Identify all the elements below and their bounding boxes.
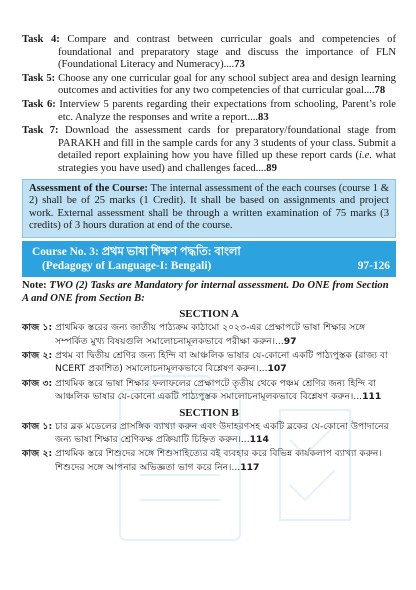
task-page: 73 [234, 59, 245, 71]
assessment-label: Assessment of the Course: [29, 182, 148, 194]
task-label: Task 6: [22, 98, 56, 110]
task-item [22, 99, 396, 124]
course-pages: 97-126 [357, 259, 390, 272]
course-title: Course No. 3: প্রথম ভাষা শিক্ষণ পদ্ধতি: বাংলা [32, 245, 241, 258]
task-page: 78 [374, 85, 386, 97]
task-text: Interview 5 parents regarding their expectations from schooling, Parent’s role etc. Analyze the responses and write a report.... [58, 98, 396, 123]
assessment-box [22, 179, 396, 238]
item-label: কাজ ২: [22, 349, 53, 361]
note [22, 280, 396, 305]
note-label: Note: [22, 279, 47, 291]
task-label: Task 4: [22, 34, 60, 45]
task-item [22, 73, 396, 98]
item-text: প্রথম বা দ্বিতীয় শ্রেণির জন্য হিন্দি বা আঞ্চলিক ভাষার যে-কোনো একটি পাঠ্যপুস্তক (রাজ্য বা NCERT প্রকাশিত) সমালোচনামূলকভাবে বিশ্লেষণ করুন।... [55, 349, 388, 375]
item-label: কাজ ১: [22, 420, 53, 432]
task-item [22, 125, 396, 175]
task-list [22, 34, 396, 176]
item-text: চার ব্লক মডেলের প্রাসঙ্গিক ব্যাখ্যা করুন এবং উদাহরণসহ একটি ব্লকের যে-কোনো উপাদানের জন্য ভাষা শিক্ষার শ্রেণিকক্ষ প্রক্রিয়াটি চিহ্নিত করুন।... [55, 420, 389, 445]
course-subtitle: (Pedagogy of Language-I: Bengali) [42, 259, 212, 272]
section-b-item [22, 447, 396, 474]
task-label: Task 7: [22, 125, 59, 137]
course-header [22, 241, 396, 277]
item-text: প্রাথমিক স্তরে শিশুদের সঙ্গে শিশুসাহিত্যের বই ব্যবহার করে বিভিন্ন কার্যকলাপ ব্যাখ্যা করুন। শিশুদের সঙ্গে আপনার অভিজ্ঞতা ভাগ করে নিন।... [55, 448, 382, 473]
section-b-heading: SECTION B [179, 406, 239, 419]
item-text: প্রাথমিক স্তরের জন্য জাতীয় পাঠ্যক্রম কাঠামো ২০২৩-এর প্রেক্ষাপটে ভাষা শিক্ষার সঙ্গে সম্পর্কিত মুখ্য বিষয়গুলি সমালোচনামূলকভাবে পরীক্ষা করুন।... [55, 322, 366, 347]
task-label: Task 5: [22, 72, 56, 84]
section-a-heading: SECTION A [179, 308, 239, 321]
task-text: Choose any one curricular goal for any school subject area and design learning outcomes and activities for any two competencies of that curricular goal.... [58, 72, 396, 97]
item-page: 117 [240, 461, 260, 473]
section-a-item [22, 321, 396, 348]
item-label: কাজ ৩: [22, 377, 53, 389]
item-label: কাজ ১: [22, 322, 53, 334]
item-page: 114 [249, 433, 269, 445]
item-text: প্রাথমিক স্তরে ভাষা শিক্ষার ফলাফলের প্রেক্ষাপটে তৃতীয় থেকে পঞ্চম শ্রেণির জন্য হিন্দি বা আঞ্চলিক ভাষার যে-কোনো একটি পাঠ্যপুস্তক সমালোচনামূলকভাবে বিশ্লেষণ করুন।... [55, 377, 376, 403]
section-a-item [22, 377, 396, 404]
item-page: 111 [362, 391, 382, 403]
item-page: 107 [267, 363, 287, 375]
task-text: what strategies you have used) and challenges faced.... [58, 150, 396, 174]
task-text: Download the assessment cards for preparatory/foundational stage from PARAKH and fill in the sample cards for any 3 students of your class. Submit a detailed report explaining how you have filled up these report cards ( [58, 125, 396, 162]
assessment-text: The internal assessment of the each courses (course 1 & 2) shall be of 25 marks (1 Credit). It shall be based on assignments and project work. External assessment shall be through a written examination of 75 marks (3 credits) of 3 hours duration at end of the course. [29, 182, 389, 232]
note-text: TWO (2) Tasks are Mandatory for internal assessment. Do ONE from Section A and ONE from Section B: [22, 279, 389, 304]
item-label: কাজ ২: [22, 448, 53, 460]
item-page: 97 [283, 335, 297, 347]
section-a-item [22, 349, 396, 376]
task-page: 89 [266, 162, 277, 174]
section-b-item [22, 420, 396, 447]
section-a-list [22, 321, 396, 403]
task-text-italic: i.e. [359, 150, 372, 162]
task-item [22, 34, 396, 72]
section-b-list [22, 420, 396, 475]
task-text: Compare and contrast between curricular goals and competencies of foundational and preparatory stage and discuss the importance of FLN (Foundational Literacy and Numeracy).... [58, 34, 396, 71]
task-page: 83 [258, 111, 269, 123]
